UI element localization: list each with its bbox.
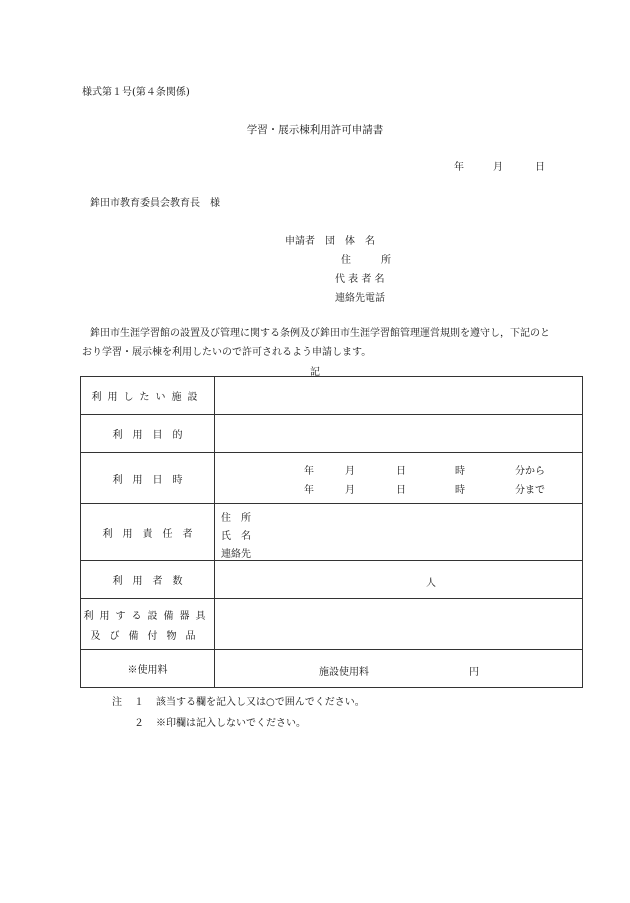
to-month: 月 <box>345 485 355 496</box>
from-year: 年 <box>304 466 314 477</box>
note-text: ※印欄は記入しないでください。 <box>156 718 306 729</box>
users-field[interactable] <box>215 561 583 599</box>
applicant-group-name: 団 体 名 <box>325 236 375 247</box>
from-minute: 分から <box>515 466 545 477</box>
applicant-representative: 代 表 者 名 <box>335 274 385 285</box>
note-text: 該当する欄を記入し又は○で囲んでください。 <box>156 697 365 708</box>
responsible-field[interactable] <box>215 504 583 561</box>
fee-text: 施設使用料 <box>319 667 369 678</box>
page-title: 学習・展示棟利用許可申請書 <box>246 124 384 136</box>
facility-label: 利用したい施設 <box>81 377 215 415</box>
to-minute: 分まで <box>515 485 545 496</box>
note-item <box>112 692 365 713</box>
date-month: 月 <box>493 162 503 173</box>
note-item <box>112 713 365 734</box>
datetime-field[interactable] <box>215 453 583 504</box>
users-unit: 人 <box>426 578 436 589</box>
responsible-contact: 連絡先 <box>221 549 251 560</box>
addressee: 鉾田市教育委員会教育長 様 <box>90 198 220 209</box>
notes <box>112 692 365 734</box>
note-number: １ <box>134 697 144 708</box>
body-paragraph: 鉾田市生涯学習館の設置及び管理に関する条例及び鉾田市生涯学習館管理運営規則を遵守し，下記のとおり学習・展示棟を利用したいので許可されるよう申請します。 <box>82 328 550 358</box>
notes-prefix: 注 <box>112 697 122 708</box>
table-row <box>81 415 583 453</box>
responsible-label: 利 用 責 任 者 <box>81 504 215 561</box>
equipment-label-line1: 利用する設備器具 <box>83 610 212 622</box>
equipment-label-line2: 及び備付物品 <box>90 630 205 642</box>
application-table <box>80 376 583 688</box>
purpose-field[interactable] <box>215 415 583 453</box>
table-row <box>81 599 583 650</box>
equipment-field[interactable] <box>215 599 583 650</box>
table-row <box>81 377 583 415</box>
from-hour: 時 <box>455 466 465 477</box>
from-day: 日 <box>396 466 406 477</box>
applicant-prefix: 申請者 <box>285 236 315 247</box>
facility-field[interactable] <box>215 377 583 415</box>
table-row <box>81 561 583 599</box>
date-day: 日 <box>535 162 545 173</box>
table-row <box>81 504 583 561</box>
note-number: ２ <box>134 718 144 729</box>
to-day: 日 <box>396 485 406 496</box>
fee-label: ※使用料 <box>81 650 215 688</box>
table-row <box>81 453 583 504</box>
applicant-phone: 連絡先電話 <box>335 293 385 304</box>
date-year: 年 <box>454 162 464 173</box>
applicant-address: 住 所 <box>341 255 391 266</box>
to-year: 年 <box>304 485 314 496</box>
form-number: 様式第１号(第４条関係) <box>82 87 190 98</box>
to-hour: 時 <box>455 485 465 496</box>
responsible-name: 氏 名 <box>221 531 251 542</box>
from-month: 月 <box>345 466 355 477</box>
fee-field <box>215 650 583 688</box>
equipment-label <box>81 599 215 650</box>
fee-unit: 円 <box>469 667 479 678</box>
ki-heading: 記 <box>310 367 320 378</box>
table-row <box>81 650 583 688</box>
purpose-label: 利 用 目 的 <box>81 415 215 453</box>
responsible-address: 住 所 <box>221 513 251 524</box>
users-label: 利 用 者 数 <box>81 561 215 599</box>
datetime-label: 利 用 日 時 <box>81 453 215 504</box>
